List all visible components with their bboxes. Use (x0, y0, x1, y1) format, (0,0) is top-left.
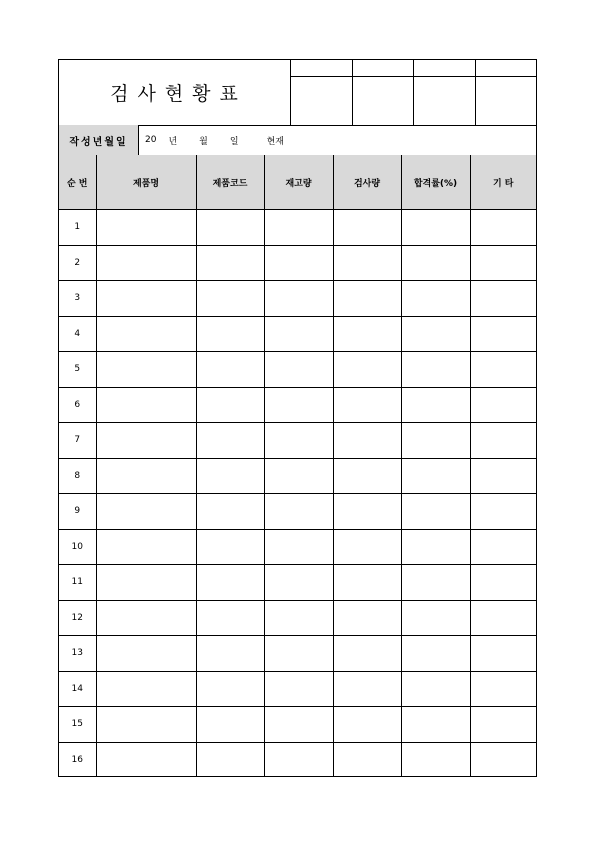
inspected-qty-cell[interactable] (333, 352, 401, 388)
date-row (59, 125, 536, 156)
approval-box-3[interactable] (414, 60, 476, 125)
inspected-qty-cell[interactable] (333, 636, 401, 672)
row-number: 8 (59, 458, 96, 494)
table-row (59, 671, 536, 707)
pass-rate-cell[interactable] (401, 352, 470, 388)
table-row (59, 565, 536, 601)
pass-rate-cell[interactable] (401, 281, 470, 317)
stock-qty-cell[interactable] (264, 245, 333, 281)
table-row (59, 707, 536, 743)
product-code-cell[interactable] (196, 458, 264, 494)
remarks-cell[interactable] (470, 423, 536, 459)
table-header-row (59, 155, 536, 210)
table-row (59, 210, 536, 246)
approval-box-4-header (476, 60, 536, 77)
stock-qty-cell[interactable] (264, 636, 333, 672)
remarks-cell[interactable] (470, 742, 536, 777)
pass-rate-cell[interactable] (401, 600, 470, 636)
stock-qty-cell[interactable] (264, 352, 333, 388)
remarks-cell[interactable] (470, 636, 536, 672)
remarks-cell[interactable] (470, 281, 536, 317)
inspected-qty-cell[interactable] (333, 671, 401, 707)
table-row (59, 458, 536, 494)
product-code-cell[interactable] (196, 316, 264, 352)
table-row (59, 742, 536, 777)
product-name-cell[interactable] (96, 387, 196, 423)
product-code-cell[interactable] (196, 352, 264, 388)
table-row (59, 387, 536, 423)
pass-rate-cell[interactable] (401, 707, 470, 743)
table-row (59, 245, 536, 281)
remarks-cell[interactable] (470, 210, 536, 246)
remarks-cell[interactable] (470, 707, 536, 743)
row-number: 16 (59, 742, 96, 777)
pass-rate-cell[interactable] (401, 245, 470, 281)
product-code-cell[interactable] (196, 742, 264, 777)
form-header (59, 60, 536, 126)
pass-rate-cell[interactable] (401, 387, 470, 423)
stock-qty-cell[interactable] (264, 316, 333, 352)
stock-qty-cell[interactable] (264, 423, 333, 459)
inspected-qty-cell[interactable] (333, 245, 401, 281)
inspected-qty-cell[interactable] (333, 707, 401, 743)
pass-rate-cell[interactable] (401, 210, 470, 246)
pass-rate-cell[interactable] (401, 742, 470, 777)
stock-qty-cell[interactable] (264, 281, 333, 317)
remarks-cell[interactable] (470, 600, 536, 636)
date-label: 작성년월일 (59, 125, 139, 155)
product-code-cell[interactable] (196, 245, 264, 281)
day-unit: 일 (229, 136, 239, 147)
product-name-cell[interactable] (96, 565, 196, 601)
product-code-cell[interactable] (196, 565, 264, 601)
table-row (59, 529, 536, 565)
stock-qty-cell[interactable] (264, 671, 333, 707)
form-title: 검사현황표 (59, 60, 291, 125)
product-code-cell[interactable] (196, 707, 264, 743)
product-name-cell[interactable] (96, 245, 196, 281)
inspected-qty-cell[interactable] (333, 742, 401, 777)
row-number: 3 (59, 281, 96, 317)
remarks-cell[interactable] (470, 529, 536, 565)
product-name-cell[interactable] (96, 671, 196, 707)
product-name-cell[interactable] (96, 742, 196, 777)
remarks-cell[interactable] (470, 387, 536, 423)
product-code-cell[interactable] (196, 671, 264, 707)
inspected-qty-cell[interactable] (333, 600, 401, 636)
stock-qty-cell[interactable] (264, 707, 333, 743)
product-name-cell[interactable] (96, 458, 196, 494)
header-stock-qty: 재고량 (264, 155, 333, 210)
approval-box-1-header (291, 60, 352, 77)
product-code-cell[interactable] (196, 636, 264, 672)
inspected-qty-cell[interactable] (333, 494, 401, 530)
header-inspected-qty: 검사량 (333, 155, 401, 210)
product-name-cell[interactable] (96, 423, 196, 459)
header-remarks: 기 타 (470, 155, 536, 210)
pass-rate-cell[interactable] (401, 458, 470, 494)
remarks-cell[interactable] (470, 494, 536, 530)
pass-rate-cell[interactable] (401, 529, 470, 565)
product-name-cell[interactable] (96, 210, 196, 246)
approval-box-1[interactable] (291, 60, 353, 125)
remarks-cell[interactable] (470, 316, 536, 352)
remarks-cell[interactable] (470, 352, 536, 388)
product-name-cell[interactable] (96, 529, 196, 565)
product-code-cell[interactable] (196, 210, 264, 246)
product-code-cell[interactable] (196, 494, 264, 530)
pass-rate-cell[interactable] (401, 316, 470, 352)
table-row (59, 636, 536, 672)
inspected-qty-cell[interactable] (333, 565, 401, 601)
product-code-cell[interactable] (196, 423, 264, 459)
product-name-cell[interactable] (96, 352, 196, 388)
remarks-cell[interactable] (470, 458, 536, 494)
header-product-name: 제품명 (96, 155, 196, 210)
row-number: 10 (59, 529, 96, 565)
approval-block (291, 60, 536, 125)
inspected-qty-cell[interactable] (333, 387, 401, 423)
inspected-qty-cell[interactable] (333, 423, 401, 459)
product-code-cell[interactable] (196, 529, 264, 565)
approval-box-3-header (414, 60, 475, 77)
stock-qty-cell[interactable] (264, 458, 333, 494)
table-row (59, 281, 536, 317)
pass-rate-cell[interactable] (401, 671, 470, 707)
inspected-qty-cell[interactable] (333, 458, 401, 494)
product-name-cell[interactable] (96, 281, 196, 317)
stock-qty-cell[interactable] (264, 210, 333, 246)
product-name-cell[interactable] (96, 494, 196, 530)
row-number: 11 (59, 565, 96, 601)
pass-rate-cell[interactable] (401, 565, 470, 601)
inspection-table (59, 155, 536, 777)
product-code-cell[interactable] (196, 600, 264, 636)
product-name-cell[interactable] (96, 316, 196, 352)
approval-box-2[interactable] (353, 60, 414, 125)
stock-qty-cell[interactable] (264, 494, 333, 530)
product-name-cell[interactable] (96, 600, 196, 636)
approval-box-4[interactable] (476, 60, 536, 125)
inspection-status-form (58, 59, 537, 777)
table-row (59, 316, 536, 352)
inspected-qty-cell[interactable] (333, 210, 401, 246)
year-unit: 년 (168, 136, 178, 147)
row-number: 2 (59, 245, 96, 281)
product-code-cell[interactable] (196, 387, 264, 423)
year-prefix: 20 (145, 135, 157, 145)
remarks-cell[interactable] (470, 565, 536, 601)
header-pass-rate: 합격률(%) (401, 155, 470, 210)
row-number: 12 (59, 600, 96, 636)
inspected-qty-cell[interactable] (333, 281, 401, 317)
row-number: 5 (59, 352, 96, 388)
table-row (59, 423, 536, 459)
inspected-qty-cell[interactable] (333, 529, 401, 565)
table-row (59, 600, 536, 636)
product-code-cell[interactable] (196, 281, 264, 317)
stock-qty-cell[interactable] (264, 600, 333, 636)
row-number: 1 (59, 210, 96, 246)
remarks-cell[interactable] (470, 245, 536, 281)
stock-qty-cell[interactable] (264, 387, 333, 423)
remarks-cell[interactable] (470, 671, 536, 707)
row-number: 7 (59, 423, 96, 459)
row-number: 6 (59, 387, 96, 423)
pass-rate-cell[interactable] (401, 636, 470, 672)
as-of-suffix: 현재 (266, 136, 284, 147)
row-number: 9 (59, 494, 96, 530)
row-number: 13 (59, 636, 96, 672)
row-number: 14 (59, 671, 96, 707)
inspected-qty-cell[interactable] (333, 316, 401, 352)
pass-rate-cell[interactable] (401, 494, 470, 530)
table-row (59, 494, 536, 530)
row-number: 15 (59, 707, 96, 743)
date-field[interactable] (145, 125, 284, 155)
stock-qty-cell[interactable] (264, 529, 333, 565)
header-seq: 순 번 (59, 155, 96, 210)
approval-box-2-header (353, 60, 413, 77)
pass-rate-cell[interactable] (401, 423, 470, 459)
stock-qty-cell[interactable] (264, 742, 333, 777)
month-unit: 월 (199, 136, 208, 147)
table-row (59, 352, 536, 388)
stock-qty-cell[interactable] (264, 565, 333, 601)
row-number: 4 (59, 316, 96, 352)
product-name-cell[interactable] (96, 636, 196, 672)
product-name-cell[interactable] (96, 707, 196, 743)
header-product-code: 제품코드 (196, 155, 264, 210)
